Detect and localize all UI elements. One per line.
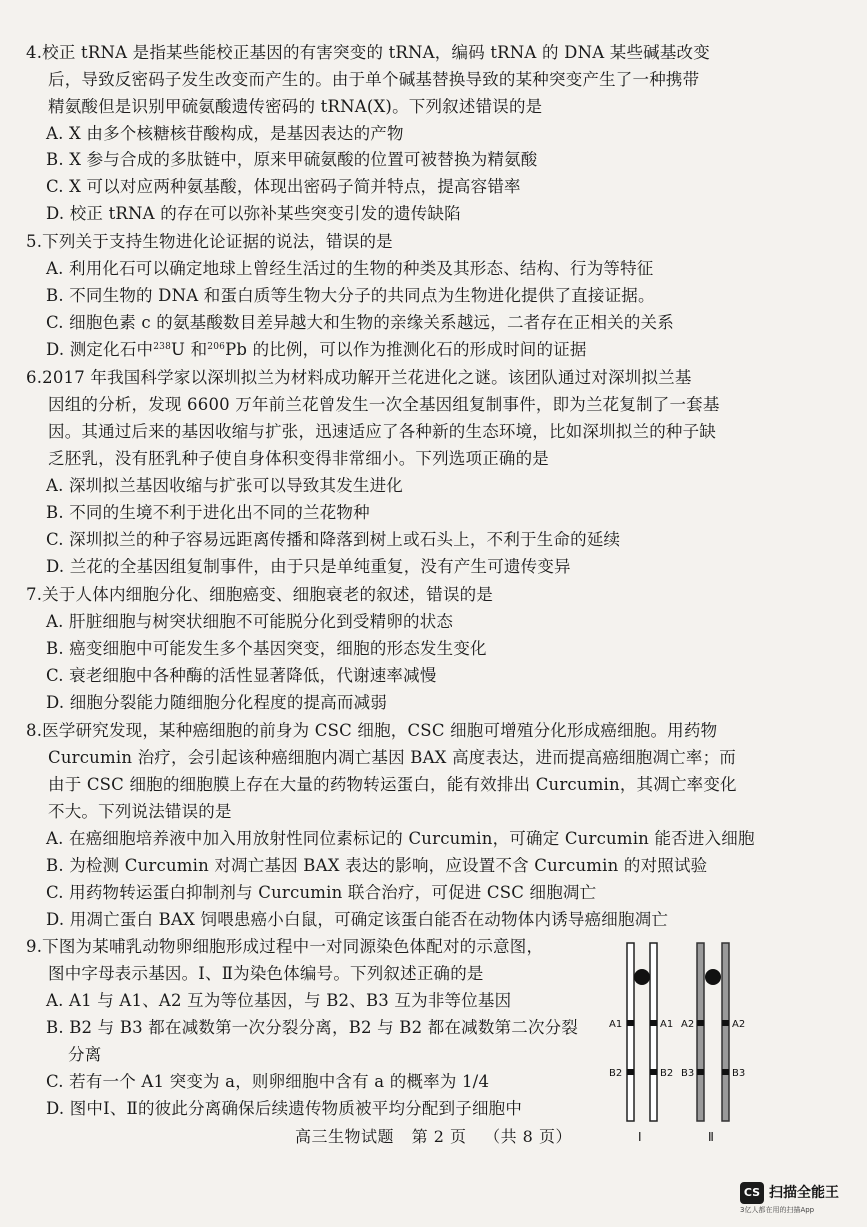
label-B2-left: B2: [609, 1068, 623, 1079]
q9-option-c: C. 若有一个 A1 突变为 a，则卵细胞中含有 a 的概率为 1/4: [46, 1072, 490, 1091]
q4-stem-line3: 精氨酸但是识别甲硫氨酸遗传密码的 tRNA(X)。下列叙述错误的是: [48, 97, 543, 116]
q8-option-d: D. 用凋亡蛋白 BAX 饲喂患癌小白鼠，可确定该蛋白能否在动物体内诱导癌细胞凋亡: [46, 910, 669, 929]
q6-stem-line1: 6.2017 年我国科学家以深圳拟兰为材料成功解开兰花进化之谜。该团队通过对深圳拟兰基: [26, 368, 692, 387]
q5-option-d-pre: D. 测定化石中: [46, 340, 154, 359]
label-A2-left: A2: [681, 1019, 695, 1030]
scanner-watermark: [740, 1180, 850, 1216]
q7-option-b: B. 癌变细胞中可能发生多个基因突变，细胞的形态发生变化: [46, 639, 487, 658]
chromosome-pairing-figure: [600, 935, 765, 1150]
chromatid-II-right: [722, 943, 729, 1121]
chromatid-I-right: [650, 943, 657, 1121]
gene-band-B2-right: [650, 1069, 657, 1075]
label-B3-right: B3: [732, 1068, 746, 1079]
q6-option-c: C. 深圳拟兰的种子容易远距离传播和降落到树上或石头上，不利于生命的延续: [46, 530, 621, 549]
q8-stem-line2: Curcumin 治疗，会引起该种癌细胞内凋亡基因 BAX 高度表达，进而提高癌细胞凋亡率；而: [48, 748, 736, 767]
q7-option-d: D. 细胞分裂能力随细胞分化程度的提高而减弱: [46, 693, 388, 712]
uranium-mass-number: 238: [153, 342, 172, 352]
q9-option-b-line2: 分离: [68, 1045, 102, 1064]
q4-option-d: D. 校正 tRNA 的存在可以弥补某些突变引发的遗传缺陷: [46, 204, 461, 223]
q5-option-d-mid: U 和: [171, 340, 208, 359]
label-chromosome-I: Ⅰ: [638, 1130, 642, 1144]
watermark-app-name: 扫描全能王: [769, 1185, 839, 1201]
label-chromosome-II: Ⅱ: [708, 1130, 714, 1144]
q9-stem-line1: 9.下图为某哺乳动物卵细胞形成过程中一对同源染色体配对的示意图，: [26, 937, 544, 956]
q6-option-a: A. 深圳拟兰基因收缩与扩张可以导致其发生进化: [46, 476, 404, 495]
gene-band-B2-left: [627, 1069, 634, 1075]
chromatid-II-left: [697, 943, 704, 1121]
footer-page-number: 第 2 页: [411, 1127, 467, 1146]
centromere-II: [705, 969, 721, 985]
page-footer: [0, 1125, 867, 1149]
gene-band-B3-left: [697, 1069, 704, 1075]
chromosome-I: [627, 943, 657, 1121]
q6-stem-line2: 因组的分析，发现 6600 万年前兰花曾发生一次全基因组复制事件，即为兰花复制了一套基: [48, 395, 720, 414]
q4-option-b: B. X 参与合成的多肽链中，原来甲硫氨酸的位置可被替换为精氨酸: [46, 150, 538, 169]
watermark-tagline: 3亿人都在用的扫描App: [740, 1206, 815, 1214]
q7-option-a: A. 肝脏细胞与树突状细胞不可能脱分化到受精卵的状态: [46, 612, 454, 631]
gene-band-B3-right: [722, 1069, 729, 1075]
q8-option-a: A. 在癌细胞培养液中加入用放射性同位素标记的 Curcumin，可确定 Curcumin 能否进入细胞: [46, 829, 755, 848]
q5-option-d-post: Pb 的比例，可以作为推测化石的形成时间的证据: [225, 340, 587, 359]
q4-stem-line2: 后，导致反密码子发生改变而产生的。由于单个碱基替换导致的某种突变产生了一种携带: [48, 70, 700, 89]
lead-mass-number: 206: [207, 342, 226, 352]
gene-band-A2-left: [697, 1020, 704, 1026]
footer-total-pages: （共 8 页）: [484, 1127, 572, 1146]
q5-option-c: C. 细胞色素 c 的氨基酸数目差异越大和生物的亲缘关系越远，二者存在正相关的关系: [46, 313, 674, 332]
q7-option-c: C. 衰老细胞中各种酶的活性显著降低，代谢速率减慢: [46, 666, 437, 685]
q9-stem-line2: 图中字母表示基因。Ⅰ、Ⅱ为染色体编号。下列叙述正确的是: [48, 964, 484, 983]
camscanner-logo-icon: CS: [740, 1182, 764, 1204]
q6-stem-line3: 因。其通过后来的基因收缩与扩张，迅速适应了各种新的生态环境，比如深圳拟兰的种子缺: [48, 422, 716, 441]
q8-option-c: C. 用药物转运蛋白抑制剂与 Curcumin 联合治疗，可促进 CSC 细胞凋亡: [46, 883, 597, 902]
gene-band-A1-right: [650, 1020, 657, 1026]
chromatid-I-left: [627, 943, 634, 1121]
q5-stem: 5.下列关于支持生物进化论证据的说法，错误的是: [26, 232, 393, 251]
q8-option-b: B. 为检测 Curcumin 对凋亡基因 BAX 表达的影响，应设置不含 Curcumin 的对照试验: [46, 856, 708, 875]
q8-stem-line4: 不大。下列说法错误的是: [48, 802, 232, 821]
label-B2-right: B2: [660, 1068, 674, 1079]
q8-stem-line1: 8.医学研究发现，某种癌细胞的前身为 CSC 细胞，CSC 细胞可增殖分化形成癌细胞。用药物: [26, 721, 718, 740]
label-A1-right: A1: [660, 1019, 674, 1030]
footer-title: 高三生物试题: [295, 1127, 395, 1146]
label-A2-right: A2: [732, 1019, 746, 1030]
q6-stem-line4: 乏胚乳，没有胚乳种子使自身体积变得非常细小。下列选项正确的是: [48, 449, 549, 468]
q6-option-d: D. 兰花的全基因组复制事件，由于只是单纯重复，没有产生可遗传变异: [46, 557, 571, 576]
label-A1-left: A1: [609, 1019, 623, 1030]
q7-stem: 7.关于人体内细胞分化、细胞癌变、细胞衰老的叙述，错误的是: [26, 585, 494, 604]
centromere-I: [634, 969, 650, 985]
label-B3-left: B3: [681, 1068, 695, 1079]
q9-option-b-line1: B. B2 与 B3 都在减数第一次分裂分离，B2 与 B2 都在减数第二次分裂: [46, 1018, 579, 1037]
q4-stem-line1: 4.校正 tRNA 是指某些能校正基因的有害突变的 tRNA，编码 tRNA 的 DNA 某些碱基改变: [26, 43, 710, 62]
gene-band-A1-left: [627, 1020, 634, 1026]
gene-band-A2-right: [722, 1020, 729, 1026]
q5-option-b: B. 不同生物的 DNA 和蛋白质等生物大分子的共同点为生物进化提供了直接证据。: [46, 286, 655, 305]
q9-option-a: A. A1 与 A1、A2 互为等位基因，与 B2、B3 互为非等位基因: [46, 991, 512, 1010]
q4-option-c: C. X 可以对应两种氨基酸，体现出密码子简并特点，提高容错率: [46, 177, 521, 196]
q5-option-d: [46, 337, 587, 363]
q6-option-b: B. 不同的生境不利于进化出不同的兰花物种: [46, 503, 370, 522]
q8-stem-line3: 由于 CSC 细胞的细胞膜上存在大量的药物转运蛋白，能有效排出 Curcumin，其凋亡率变化: [48, 775, 737, 794]
q4-option-a: A. X 由多个核糖核苷酸构成，是基因表达的产物: [46, 124, 404, 143]
q5-option-a: A. 利用化石可以确定地球上曾经生活过的生物的种类及其形态、结构、行为等特征: [46, 259, 654, 278]
q9-option-d: D. 图中Ⅰ、Ⅱ的彼此分离确保后续遗传物质被平均分配到子细胞中: [46, 1099, 523, 1118]
chromosome-II: [697, 943, 729, 1121]
